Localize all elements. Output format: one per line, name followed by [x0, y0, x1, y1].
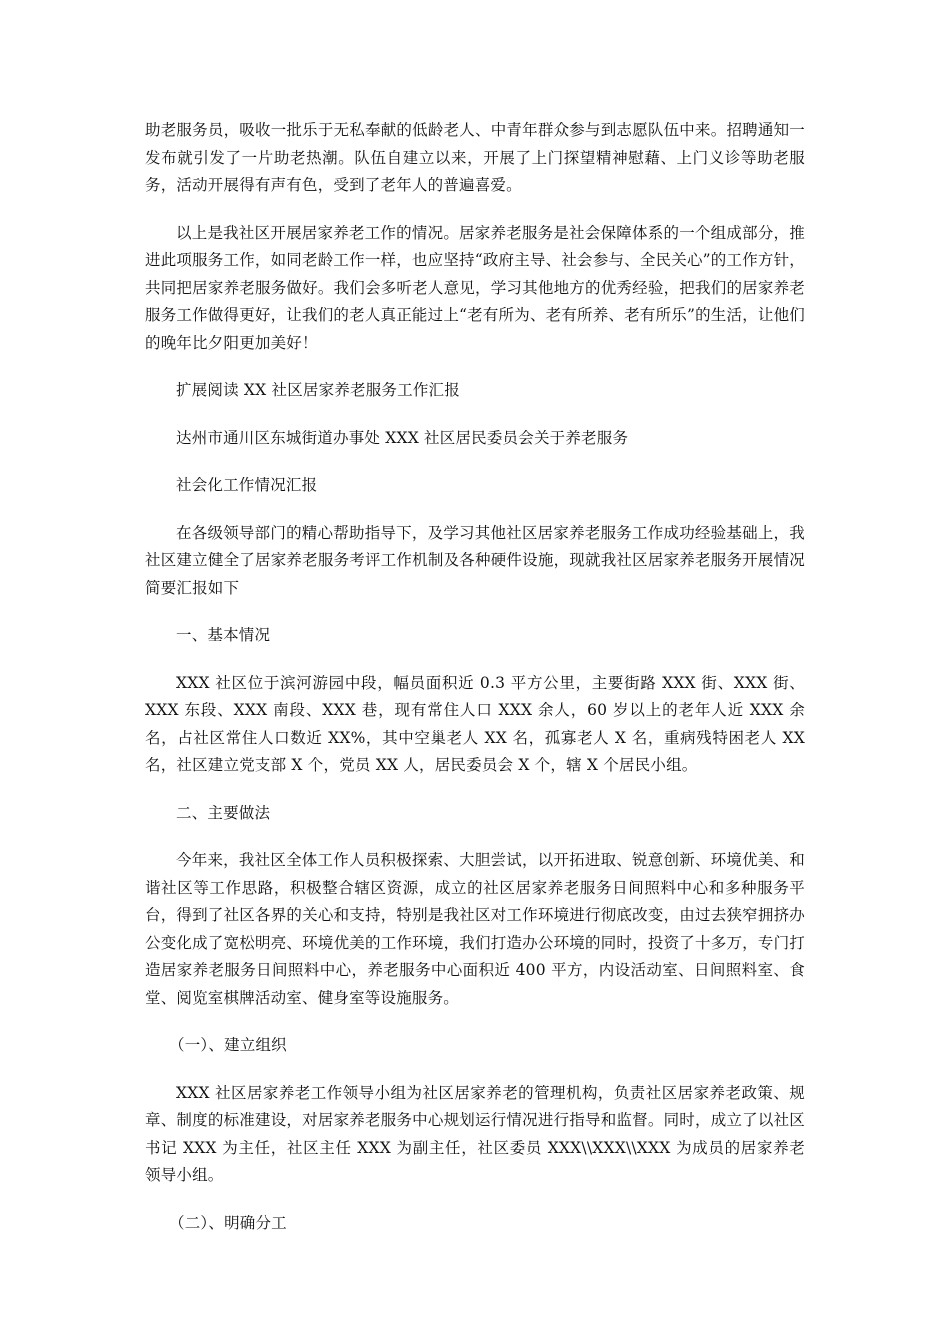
section-heading-main-practices: 二、主要做法	[176, 803, 271, 822]
section-heading-basic-situation: 一、基本情况	[176, 626, 271, 644]
sub-heading-establish-organization: （一）、建立组织	[169, 1036, 287, 1054]
paragraph-main-practices: 今年来，我社区全体工作人员积极探索、大胆尝试，以开拓进取、锐意创新、环境优美、和谐社区等工作思路，积极整合辖区资源，成立的社区居家养老服务日间照料中心和多种服务平台，得到了社区各界的关心和支持，特别是我社区对工作环境进行彻底改变，由过去狭窄拥挤办公变化成了宽松明亮、环境优美的工作环境，我们打造办公环境的同时，投资了十多万，专门打造居家养老服务日间照料中心，养老服务中心面积近 400 平方，内设活动室、日间照料室、食堂、阅览室棋牌活动室、健身室等设施服务。	[145, 851, 805, 1007]
paragraph-establish-organization: XXX 社区居家养老工作领导小组为社区居家养老的管理机构，负责社区居家养老政策、规章、制度的标准建设，对居家养老服务中心规划运行情况进行指导和监督。同时，成立了以社区书记 XXX 为主任，社区主任 XXX 为副主任，社区委员 XXX\\XXX\\XXX 为成员的居家养老领导小组。	[145, 1083, 805, 1184]
paragraph-report-intro: 在各级领导部门的精心帮助指导下，及学习其他社区居家养老服务工作成功经验基础上，我社区建立健全了居家养老服务考评工作机制及各种硬件设施，现就我社区居家养老服务开展情况简要汇报如下	[145, 523, 805, 597]
paragraph-report-title-line1: 达州市通川区东城街道办事处 XXX 社区居民委员会关于养老服务	[176, 428, 629, 447]
paragraph-summary: 以上是我社区开展居家养老工作的情况。居家养老服务是社会保障体系的一个组成部分，推进此项服务工作，如同老龄工作一样，也应坚持“政府主导、社会参与、全民关心”的工作方针，共同把居家养老服务做好。我们会多听老人意见，学习其他地方的优秀经验，把我们的居家养老服务工作做得更好，让我们的老人真正能过上“老有所为、老有所养、老有所乐”的生活，让他们的晚年比夕阳更加美好！	[145, 223, 805, 352]
paragraph-basic-situation: XXX 社区位于滨河游园中段，幅员面积近 0.3 平方公里，主要街路 XXX 街、XXX 街、XXX 东段、XXX 南段、XXX 巷，现有常住人口 XXX 余人，60 岁以上的老年人近 XXX 余名，占社区常住人口数近 XX%，其中空巢老人 XX 名，孤寡老人 X 名，重病残特困老人 XX 名，社区建立党支部 X 个，党员 XX 人，居民委员会 X 个，辖 X 个居民小组。	[145, 673, 805, 774]
paragraph-report-title-line2: 社会化工作情况汇报	[176, 476, 318, 494]
paragraph-volunteer-team: 助老服务员，吸收一批乐于无私奉献的低龄老人、中青年群众参与到志愿队伍中来。招聘通知一发布就引发了一片助老热潮。队伍自建立以来，开展了上门探望精神慰藉、上门义诊等助老服务，活动开展得有声有色，受到了老年人的普遍喜爱。	[145, 121, 805, 194]
paragraph-extended-reading-title: 扩展阅读 XX 社区居家养老服务工作汇报	[176, 381, 460, 399]
sub-heading-clarify-division: （二）、明确分工	[169, 1213, 287, 1232]
